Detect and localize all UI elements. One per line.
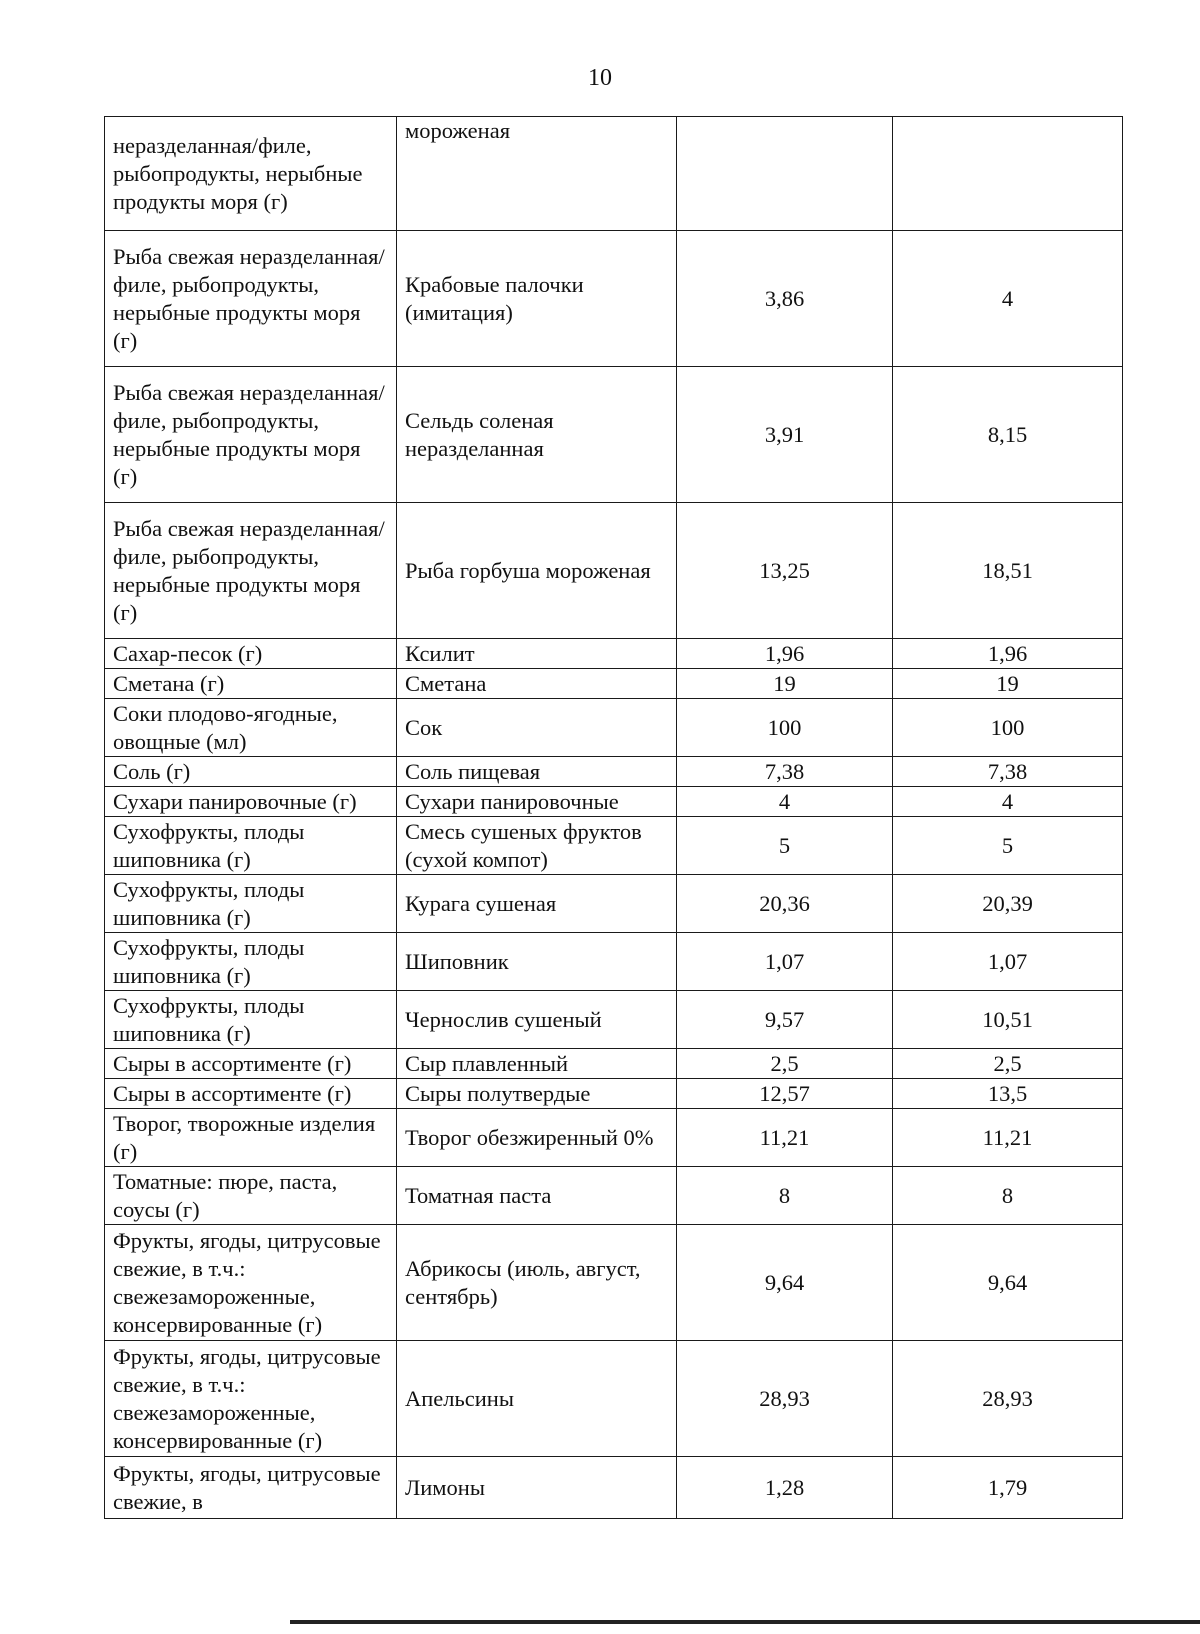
table-row (105, 875, 1123, 933)
value2-cell: 1,07 (893, 933, 1123, 991)
table-row (105, 117, 1123, 231)
value1-cell: 20,36 (677, 875, 893, 933)
category-cell: Томатные: пюре, паста, соусы (г) (105, 1167, 397, 1225)
table-row (105, 1079, 1123, 1109)
value2-cell: 8 (893, 1167, 1123, 1225)
category-cell: Фрукты, ягоды, цитрусовые свежие, в т.ч.: свежезамороженные, консервированные (г) (105, 1341, 397, 1457)
category-cell: Соки плодово-ягодные, овощные (мл) (105, 699, 397, 757)
product-cell: Соль пищевая (397, 757, 677, 787)
product-cell: Крабовые палочки (имитация) (397, 231, 677, 367)
value2-cell (893, 117, 1123, 231)
category-cell: Рыба свежая неразделанная/филе, рыбопродукты, нерыбные продукты моря (г) (105, 367, 397, 503)
category-cell: Сметана (г) (105, 669, 397, 699)
value1-cell: 11,21 (677, 1109, 893, 1167)
value2-cell: 7,38 (893, 757, 1123, 787)
value1-cell: 1,96 (677, 639, 893, 669)
category-cell: Сухофрукты, плоды шиповника (г) (105, 875, 397, 933)
value1-cell: 9,57 (677, 991, 893, 1049)
table-row (105, 669, 1123, 699)
product-cell: Курага сушеная (397, 875, 677, 933)
value1-cell: 2,5 (677, 1049, 893, 1079)
table-row (105, 503, 1123, 639)
value2-cell: 2,5 (893, 1049, 1123, 1079)
value1-cell: 12,57 (677, 1079, 893, 1109)
table-row (105, 1109, 1123, 1167)
category-cell: Сыры в ассортименте (г) (105, 1079, 397, 1109)
value2-cell: 1,79 (893, 1457, 1123, 1519)
product-cell: мороженая (397, 117, 677, 231)
value1-cell: 28,93 (677, 1341, 893, 1457)
value1-cell: 1,07 (677, 933, 893, 991)
product-cell: Сок (397, 699, 677, 757)
value1-cell: 4 (677, 787, 893, 817)
product-cell: Рыба горбуша мороженая (397, 503, 677, 639)
category-cell: Сухофрукты, плоды шиповника (г) (105, 991, 397, 1049)
product-cell: Шиповник (397, 933, 677, 991)
value1-cell: 100 (677, 699, 893, 757)
value1-cell: 19 (677, 669, 893, 699)
ration-table (104, 116, 1123, 1519)
table-row (105, 639, 1123, 669)
category-cell: неразделанная/филе, рыбопродукты, нерыбные продукты моря (г) (105, 117, 397, 231)
product-cell: Сыры полутвердые (397, 1079, 677, 1109)
table-row (105, 1225, 1123, 1341)
scan-edge-line (290, 1620, 1200, 1624)
product-cell: Сметана (397, 669, 677, 699)
value1-cell (677, 117, 893, 231)
category-cell: Фрукты, ягоды, цитрусовые свежие, в (105, 1457, 397, 1519)
category-cell: Сухофрукты, плоды шиповника (г) (105, 933, 397, 991)
table-row (105, 1341, 1123, 1457)
category-cell: Сухари панировочные (г) (105, 787, 397, 817)
product-cell: Сельдь соленая неразделанная (397, 367, 677, 503)
value1-cell: 9,64 (677, 1225, 893, 1341)
product-cell: Чернослив сушеный (397, 991, 677, 1049)
category-cell: Рыба свежая неразделанная/филе, рыбопродукты, нерыбные продукты моря (г) (105, 231, 397, 367)
value2-cell: 18,51 (893, 503, 1123, 639)
product-cell: Творог обезжиренный 0% (397, 1109, 677, 1167)
value2-cell: 100 (893, 699, 1123, 757)
value1-cell: 8 (677, 1167, 893, 1225)
category-cell: Творог, творожные изделия (г) (105, 1109, 397, 1167)
table-row (105, 1167, 1123, 1225)
table-row (105, 757, 1123, 787)
value2-cell: 5 (893, 817, 1123, 875)
category-cell: Рыба свежая неразделанная/филе, рыбопродукты, нерыбные продукты моря (г) (105, 503, 397, 639)
product-cell: Апельсины (397, 1341, 677, 1457)
value1-cell: 3,91 (677, 367, 893, 503)
product-cell: Абрикосы (июль, август, сентябрь) (397, 1225, 677, 1341)
product-cell: Лимоны (397, 1457, 677, 1519)
product-cell: Смесь сушеных фруктов (сухой компот) (397, 817, 677, 875)
value1-cell: 5 (677, 817, 893, 875)
table-row (105, 1457, 1123, 1519)
value1-cell: 7,38 (677, 757, 893, 787)
category-cell: Фрукты, ягоды, цитрусовые свежие, в т.ч.: свежезамороженные, консервированные (г) (105, 1225, 397, 1341)
table-row (105, 817, 1123, 875)
table-row (105, 991, 1123, 1049)
value2-cell: 19 (893, 669, 1123, 699)
product-cell: Томатная паста (397, 1167, 677, 1225)
value1-cell: 13,25 (677, 503, 893, 639)
category-cell: Сухофрукты, плоды шиповника (г) (105, 817, 397, 875)
value1-cell: 1,28 (677, 1457, 893, 1519)
category-cell: Сыры в ассортименте (г) (105, 1049, 397, 1079)
table-row (105, 933, 1123, 991)
category-cell: Сахар-песок (г) (105, 639, 397, 669)
product-cell: Ксилит (397, 639, 677, 669)
value2-cell: 4 (893, 787, 1123, 817)
value2-cell: 10,51 (893, 991, 1123, 1049)
page-number: 10 (588, 65, 612, 91)
product-cell: Сыр плавленный (397, 1049, 677, 1079)
value2-cell: 9,64 (893, 1225, 1123, 1341)
table-row (105, 231, 1123, 367)
value2-cell: 4 (893, 231, 1123, 367)
table-row (105, 787, 1123, 817)
value2-cell: 1,96 (893, 639, 1123, 669)
value2-cell: 11,21 (893, 1109, 1123, 1167)
value2-cell: 13,5 (893, 1079, 1123, 1109)
value2-cell: 28,93 (893, 1341, 1123, 1457)
table-row (105, 367, 1123, 503)
value1-cell: 3,86 (677, 231, 893, 367)
product-cell: Сухари панировочные (397, 787, 677, 817)
category-cell: Соль (г) (105, 757, 397, 787)
table-row (105, 1049, 1123, 1079)
value2-cell: 8,15 (893, 367, 1123, 503)
table-row (105, 699, 1123, 757)
value2-cell: 20,39 (893, 875, 1123, 933)
